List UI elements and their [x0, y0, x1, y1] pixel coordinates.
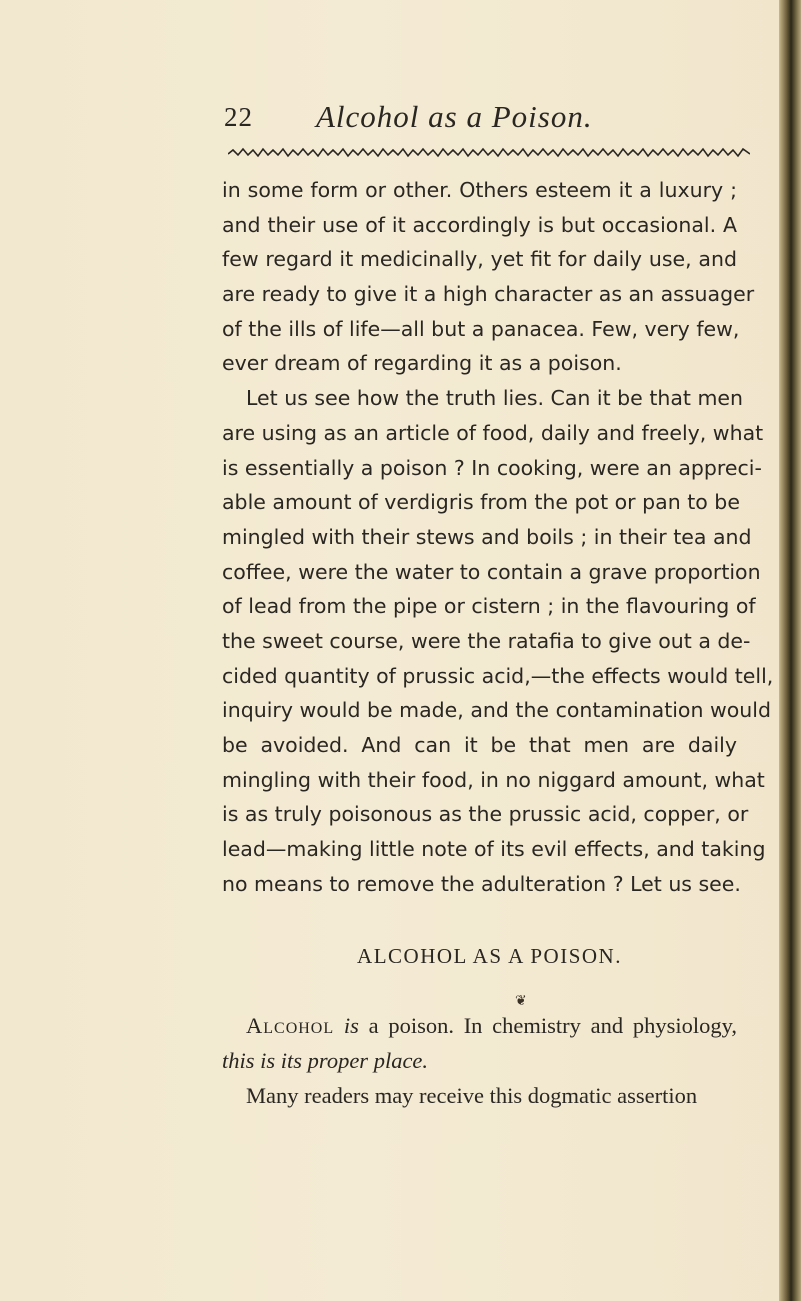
text-line: Many readers may receive this dogmatic assertion: [246, 1082, 698, 1108]
running-title: Alcohol as a Poison.: [316, 99, 593, 134]
text-line: cided quantity of prussic acid,—the effects would tell,: [222, 663, 774, 688]
page-edge-shadow: [779, 0, 801, 1301]
page-body: [222, 173, 774, 1114]
text-line: is essentially a poison ? In cooking, were an appreci-: [222, 455, 762, 480]
text-line: are ready to give it a high character as an assuager: [222, 282, 755, 307]
text-line: in some form or other. Others esteem it a luxury ;: [222, 178, 737, 202]
text-line: mingled with their stews and boils ; in their tea and: [222, 524, 752, 549]
emphasis-is: is: [343, 1013, 359, 1039]
section-heading: ALCOHOL AS A POISON.: [357, 944, 622, 969]
text-line: lead—making little note of its evil effects, and taking: [222, 837, 766, 862]
text-line: ever dream of regarding it as a poison.: [222, 351, 622, 376]
page-number: 22: [224, 102, 253, 132]
paragraph-4: [222, 1079, 737, 1114]
text-fragment: a poison. In chemistry and physiology,: [358, 1013, 738, 1039]
printer-mark: ❦: [515, 993, 527, 1009]
text-line: of lead from the pipe or cistern ; in the flavouring of: [222, 594, 756, 619]
text-line: able amount of verdigris from the pot or pan to be: [222, 490, 740, 515]
text-line: few regard it medicinally, yet fit for daily use, and: [222, 247, 737, 272]
text-line: coffee, were the water to contain a grave proportion: [222, 559, 761, 584]
alcohol-word: Alcohol: [246, 1013, 335, 1039]
text-line: inquiry would be made, and the contamination would: [222, 698, 771, 723]
paragraph-3: [222, 1009, 737, 1078]
decorative-wavy-rule: [228, 145, 750, 161]
text-line: no means to remove the adulteration ? Let us see.: [222, 871, 741, 896]
text-line: be avoided. And can it be that men are daily: [222, 733, 737, 757]
italic-line: this is its proper place.: [222, 1048, 429, 1074]
text-line: [222, 1009, 737, 1044]
paragraph-2: [222, 381, 774, 901]
text-line: Let us see how the truth lies. Can it be that men: [246, 386, 744, 411]
paragraph-1: [222, 173, 755, 381]
text-line: is as truly poisonous as the prussic acid, copper, or: [222, 802, 749, 827]
text-line: are using as an article of food, daily and freely, what: [222, 420, 764, 445]
text-line: of the ills of life—all but a panacea. Few, very few,: [222, 316, 740, 341]
text-line: mingling with their food, in no niggard amount, what: [222, 767, 765, 792]
text-line: and their use of it accordingly is but occasional. A: [222, 212, 737, 237]
page-header: [224, 96, 744, 146]
text-line: the sweet course, were the ratafia to give out a de-: [222, 628, 751, 653]
